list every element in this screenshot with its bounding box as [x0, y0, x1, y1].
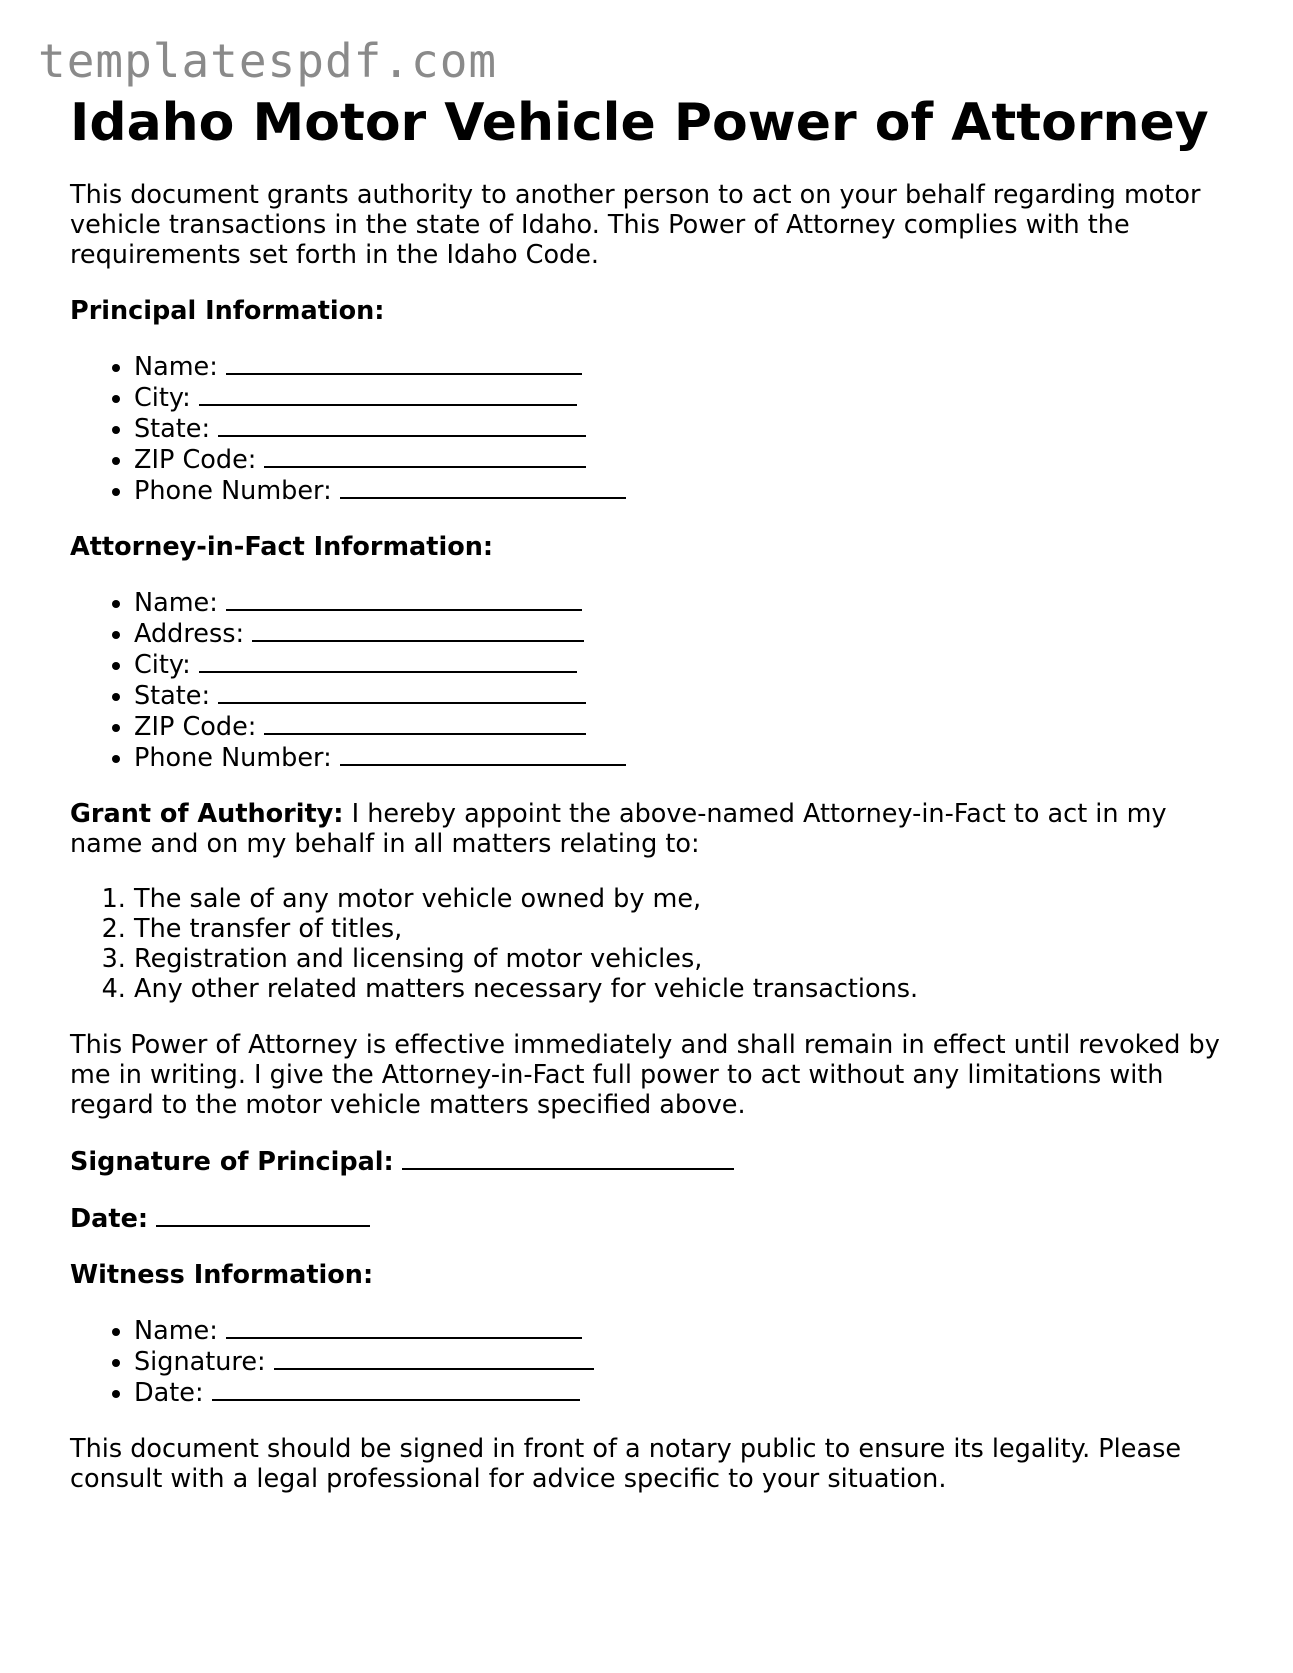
date-field[interactable]	[156, 1203, 370, 1227]
list-item	[134, 382, 1230, 413]
name-field[interactable]	[226, 1315, 582, 1339]
grant-text: I hereby appoint the above-named Attorney-in-Fact to act in my name and on my behalf in all matters relating to:	[70, 799, 1167, 859]
grant-items-list	[70, 884, 1230, 1004]
intro-paragraph: This document grants authority to another person to act on your behalf regarding motor vehicle transactions in the state of Idaho. This Power of Attorney complies with the requirements set forth in the Idaho Code.	[70, 180, 1201, 270]
attorney-heading: Attorney-in-Fact Information:	[70, 532, 494, 562]
address-field[interactable]	[252, 618, 584, 642]
signature-label: Signature of Principal:	[70, 1147, 394, 1177]
state-field[interactable]	[218, 413, 586, 437]
field-label: City:	[134, 650, 191, 680]
zip-field[interactable]	[264, 444, 586, 468]
signature-line	[70, 1146, 1230, 1177]
field-label: Phone Number:	[134, 743, 332, 773]
field-label: State:	[134, 681, 211, 711]
field-label: ZIP Code:	[134, 445, 257, 475]
phone-field[interactable]	[340, 742, 626, 766]
list-item: 4. Any other related matters necessary for vehicle transactions.	[134, 974, 1230, 1004]
field-label: City:	[134, 383, 191, 413]
witness-fields-list	[70, 1315, 1230, 1408]
name-field[interactable]	[226, 587, 582, 611]
phone-field[interactable]	[340, 475, 626, 499]
signature-field[interactable]	[402, 1146, 734, 1170]
field-label: Name:	[134, 1316, 218, 1346]
list-item	[134, 618, 1230, 649]
effective-paragraph: This Power of Attorney is effective immediately and shall remain in effect until revoked by me in writing. I give the Attorney-in-Fact full power to act without any limitations with regard to the motor vehicle matters specified above.	[70, 1030, 1220, 1120]
field-label: Phone Number:	[134, 476, 332, 506]
list-item	[134, 413, 1230, 444]
list-item	[134, 1377, 1230, 1408]
list-item	[134, 711, 1230, 742]
date-line	[70, 1203, 1230, 1234]
field-label: ZIP Code:	[134, 712, 257, 742]
principal-fields-list	[70, 351, 1230, 506]
list-item	[134, 1346, 1230, 1377]
document-title: Idaho Motor Vehicle Power of Attorney	[70, 93, 1209, 153]
city-field[interactable]	[199, 382, 577, 406]
list-item	[134, 680, 1230, 711]
field-label: Name:	[134, 588, 218, 618]
witness-heading: Witness Information:	[70, 1260, 374, 1290]
list-item: 1. The sale of any motor vehicle owned by me,	[134, 884, 1230, 914]
list-item	[134, 649, 1230, 680]
grant-paragraph	[70, 799, 1230, 859]
document-body	[70, 90, 1230, 1494]
city-field[interactable]	[199, 649, 577, 673]
principal-heading: Principal Information:	[70, 296, 385, 326]
field-label: Signature:	[134, 1347, 266, 1377]
field-label: State:	[134, 414, 211, 444]
list-item	[134, 475, 1230, 506]
date-field[interactable]	[212, 1377, 580, 1401]
closing-paragraph: This document should be signed in front of a notary public to ensure its legality. Please consult with a legal professional for advice specific to your situation.	[70, 1434, 1182, 1494]
attorney-fields-list	[70, 587, 1230, 773]
signature-field[interactable]	[274, 1346, 594, 1370]
state-field[interactable]	[218, 680, 586, 704]
list-item	[134, 742, 1230, 773]
grant-label: Grant of Authority:	[70, 799, 344, 829]
list-item: 2. The transfer of titles,	[134, 914, 1230, 944]
list-item	[134, 587, 1230, 618]
list-item: 3. Registration and licensing of motor vehicles,	[134, 944, 1230, 974]
field-label: Name:	[134, 352, 218, 382]
field-label: Address:	[134, 619, 245, 649]
list-item	[134, 351, 1230, 382]
field-label: Date:	[134, 1378, 204, 1408]
name-field[interactable]	[226, 351, 582, 375]
watermark-text: templatespdf.com	[38, 34, 498, 88]
date-label: Date:	[70, 1204, 149, 1234]
zip-field[interactable]	[264, 711, 586, 735]
list-item	[134, 1315, 1230, 1346]
list-item	[134, 444, 1230, 475]
